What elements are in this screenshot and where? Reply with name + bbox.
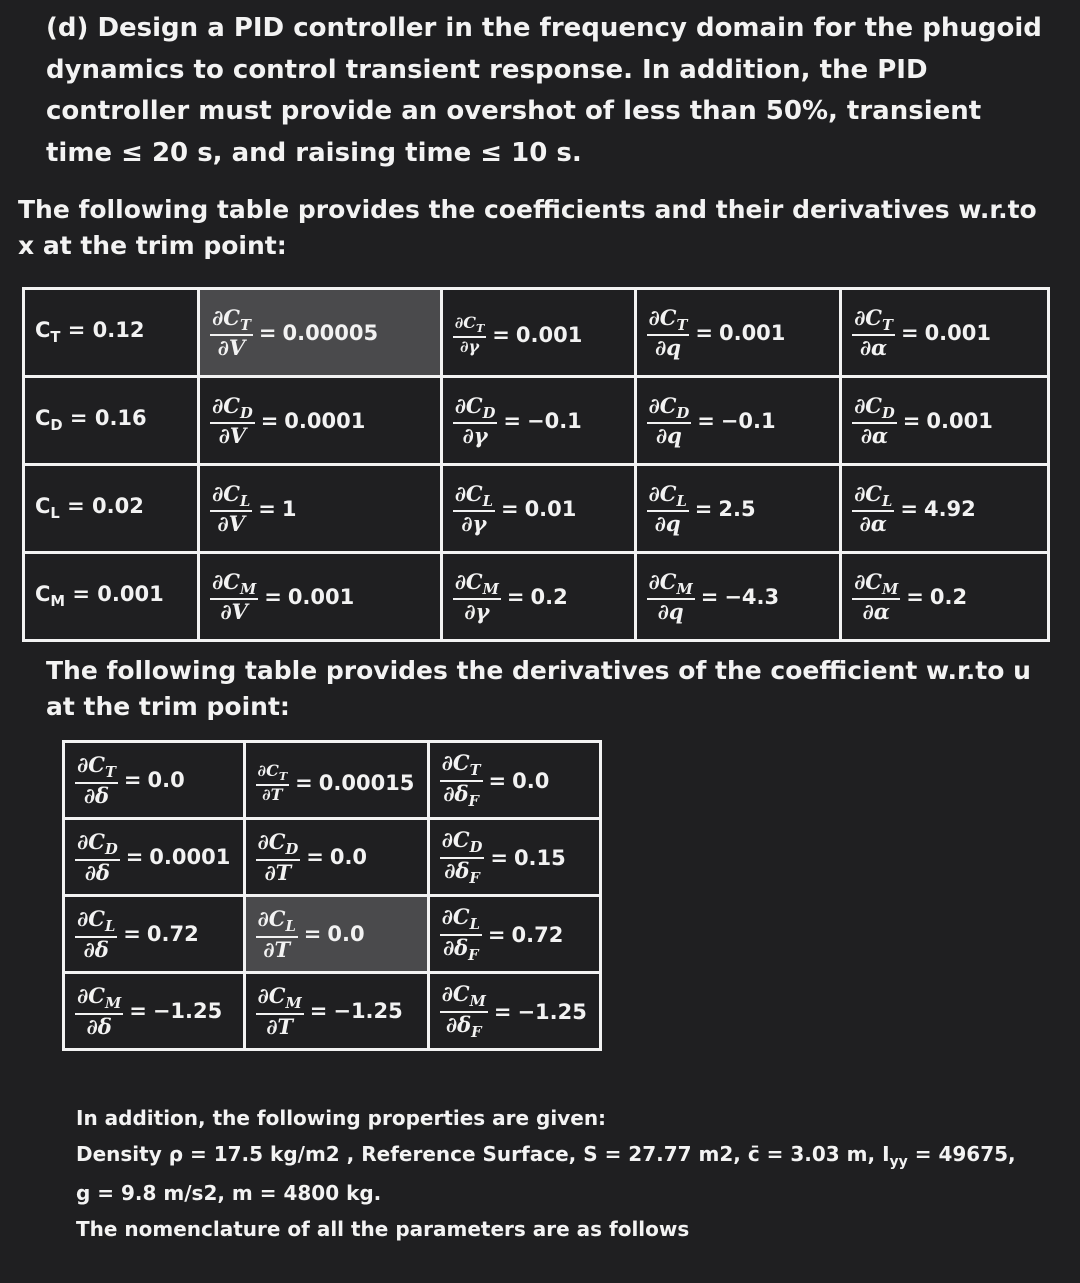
derivative-numerator: $\partial C_D$ xyxy=(852,395,897,425)
derivative-denominator: $\partial\delta_F$ xyxy=(443,780,479,810)
derivative-denominator: ∂γ xyxy=(461,511,487,537)
partial-derivative xyxy=(647,392,692,449)
derivative-numerator: $\partial C_M$ xyxy=(852,571,900,601)
derivative-value: 0.001 xyxy=(287,584,355,609)
table-cell xyxy=(199,289,442,377)
equals-sign: = xyxy=(695,320,713,345)
partial-derivative xyxy=(256,760,290,804)
derivative-numerator: $\partial C_T$ xyxy=(210,307,253,337)
derivative-numerator: $\partial C_D$ xyxy=(453,395,498,425)
table-cell xyxy=(441,377,635,465)
partial-derivative xyxy=(440,903,482,964)
derivative-value: −1.25 xyxy=(517,999,587,1024)
derivative-value: 0.001 xyxy=(718,320,786,345)
coefficients-table xyxy=(22,287,1050,642)
equals-sign: = xyxy=(506,584,525,609)
derivative-value: 0.00005 xyxy=(282,320,379,345)
partial-derivative xyxy=(210,304,253,361)
derivative-denominator: ∂δ xyxy=(83,782,110,808)
equals-sign: = xyxy=(258,496,276,521)
table-row xyxy=(24,289,1049,377)
derivative-numerator: $\partial C_T$ xyxy=(256,763,290,786)
table-row xyxy=(64,742,601,819)
partial-derivative xyxy=(852,568,900,625)
derivative-denominator: ∂V xyxy=(218,423,247,449)
derivative-numerator: $\partial C_L$ xyxy=(440,906,482,936)
derivative-numerator: $\partial C_T$ xyxy=(453,315,487,338)
table-cell xyxy=(441,465,635,553)
derivative-numerator: $\partial C_T$ xyxy=(852,307,895,337)
partial-derivative xyxy=(647,304,690,361)
derivative-numerator: $\partial C_L$ xyxy=(256,908,298,938)
equals-sign: = xyxy=(260,408,279,433)
partial-derivative xyxy=(440,826,485,887)
partial-derivative xyxy=(75,754,118,807)
equals-sign: = xyxy=(503,408,521,433)
equals-sign: = xyxy=(500,496,519,521)
equals-sign: = xyxy=(129,999,147,1024)
table-cell xyxy=(244,819,428,896)
derivative-value: 0.001 xyxy=(924,320,991,345)
table-cell xyxy=(635,553,841,641)
derivative-value: 4.92 xyxy=(923,496,976,521)
equals-sign: = xyxy=(488,768,507,793)
equals-sign: = xyxy=(258,320,277,345)
table-cell xyxy=(199,465,442,553)
coefficient-value: $C_D = 0.16$ xyxy=(35,406,147,435)
control-derivatives-table xyxy=(62,740,602,1051)
partial-derivative xyxy=(210,480,252,537)
derivative-denominator: ∂T xyxy=(266,1013,294,1039)
derivative-value: −1.25 xyxy=(152,999,223,1024)
derivative-denominator: ∂V xyxy=(217,335,246,361)
partial-derivative xyxy=(852,304,895,361)
derivative-value: 0.0001 xyxy=(284,408,366,433)
coefficient-value: $C_M = 0.001$ xyxy=(35,582,164,611)
derivative-numerator: $\partial C_T$ xyxy=(440,752,483,782)
equals-sign: = xyxy=(700,584,719,609)
derivative-numerator: $\partial C_L$ xyxy=(75,908,117,938)
derivative-denominator: ∂γ xyxy=(459,337,480,357)
derivative-denominator: ∂δ xyxy=(84,859,110,885)
derivative-denominator: ∂q xyxy=(657,599,684,625)
properties-block xyxy=(76,1100,1066,1247)
derivative-value: −1.25 xyxy=(333,999,403,1024)
coefficient-value: $C_T = 0.12$ xyxy=(35,318,145,347)
equals-sign: = xyxy=(694,496,713,521)
equals-sign: = xyxy=(902,408,921,433)
derivative-value: 0.00015 xyxy=(318,770,415,795)
table-cell xyxy=(64,819,245,896)
partial-derivative xyxy=(453,480,495,537)
derivative-numerator: $\partial C_M$ xyxy=(647,571,695,601)
table-cell xyxy=(428,819,600,896)
derivative-numerator: $\partial C_L$ xyxy=(210,483,252,513)
table-row xyxy=(64,973,601,1050)
table-cell xyxy=(24,553,199,641)
properties-line-2: g = 9.8 m/s2, m = 4800 kg. xyxy=(76,1181,382,1206)
derivative-value: 0.01 xyxy=(524,496,577,521)
partial-derivative xyxy=(75,831,120,884)
derivative-value: 0.72 xyxy=(146,922,199,947)
equals-sign: = xyxy=(492,323,510,348)
table-cell xyxy=(244,742,428,819)
properties-heading: In addition, the following properties are given: xyxy=(76,1106,607,1130)
partial-derivative xyxy=(440,980,488,1041)
derivative-value: 1 xyxy=(281,496,297,521)
derivative-numerator: $\partial C_M$ xyxy=(210,571,258,601)
question-body: Design a PID controller in the frequency domain for the phugoid dynamics to control transient response. In addition, the PID controller must provide an overshot of less than 50%, transient time ≤ 20 s, and raising time ≤ 10 s. xyxy=(46,13,1042,168)
derivative-numerator: $\partial C_D$ xyxy=(440,829,485,859)
partial-derivative xyxy=(440,749,483,810)
derivative-numerator: $\partial C_L$ xyxy=(852,483,894,513)
equals-sign: = xyxy=(264,584,282,609)
table-cell xyxy=(199,377,442,465)
derivative-value: 0.15 xyxy=(513,845,566,870)
table-cell xyxy=(841,553,1049,641)
derivative-numerator: $\partial C_L$ xyxy=(453,483,495,513)
equals-sign: = xyxy=(123,768,142,793)
equals-sign: = xyxy=(906,584,924,609)
table-cell xyxy=(64,742,245,819)
derivative-denominator: ∂V xyxy=(220,599,248,625)
question-label: (d) xyxy=(46,13,89,43)
table-cell xyxy=(428,973,600,1050)
table-cell xyxy=(428,742,600,819)
partial-derivative xyxy=(256,908,298,961)
derivative-value: 0.0001 xyxy=(149,845,231,870)
derivative-denominator: ∂α xyxy=(859,511,887,537)
partial-derivative xyxy=(453,568,501,625)
table-cell xyxy=(24,289,199,377)
equals-sign: = xyxy=(306,845,324,870)
equals-sign: = xyxy=(493,999,512,1024)
table-cell xyxy=(635,465,841,553)
table-cell xyxy=(841,289,1049,377)
partial-derivative xyxy=(852,480,894,537)
table-row xyxy=(24,553,1049,641)
table-row xyxy=(64,896,601,973)
equals-sign: = xyxy=(490,845,508,870)
equals-sign: = xyxy=(125,845,144,870)
derivative-denominator: $\partial\delta_F$ xyxy=(445,1011,482,1041)
table-cell xyxy=(841,377,1049,465)
derivative-numerator: $\partial C_M$ xyxy=(256,985,304,1015)
derivative-value: −4.3 xyxy=(724,584,780,609)
partial-derivative xyxy=(453,315,487,356)
derivative-numerator: $\partial C_L$ xyxy=(647,483,689,513)
partial-derivative xyxy=(210,568,258,625)
table-row xyxy=(64,819,601,896)
equals-sign: = xyxy=(697,408,715,433)
derivative-denominator: ∂γ xyxy=(464,599,490,625)
table-cell xyxy=(441,289,635,377)
derivative-value: 2.5 xyxy=(718,496,756,521)
equals-sign: = xyxy=(900,320,919,345)
derivative-denominator: ∂T xyxy=(263,936,291,962)
properties-line-1: Density ρ = 17.5 kg/m2 , Reference Surface, S = 27.77 m2, c̄ = 3.03 m, $I_{yy} = 49675$, xyxy=(76,1142,1016,1170)
derivative-denominator: ∂δ xyxy=(83,936,109,962)
derivative-denominator: ∂T xyxy=(264,859,292,885)
question-text xyxy=(46,8,1056,174)
table-cell xyxy=(64,896,245,973)
partial-derivative xyxy=(256,985,304,1038)
table-cell xyxy=(24,465,199,553)
derivative-denominator: ∂q xyxy=(655,423,682,449)
derivative-value: 0.72 xyxy=(511,922,564,947)
derivative-value: 0.0 xyxy=(327,922,365,947)
table-cell xyxy=(635,289,841,377)
derivative-value: 0.0 xyxy=(147,768,185,793)
derivative-denominator: $\partial\delta_F$ xyxy=(442,934,479,964)
partial-derivative xyxy=(647,568,695,625)
table-cell xyxy=(635,377,841,465)
partial-derivative xyxy=(647,480,689,537)
partial-derivative xyxy=(256,831,301,884)
derivative-value: 0.2 xyxy=(530,584,568,609)
properties-line-3: The nomenclature of all the parameters are as follows xyxy=(76,1217,690,1242)
table-cell xyxy=(441,553,635,641)
table-cell xyxy=(199,553,442,641)
table-row xyxy=(24,465,1049,553)
table-cell xyxy=(24,377,199,465)
derivative-value: 0.001 xyxy=(515,323,583,348)
table-cell xyxy=(428,896,600,973)
derivative-denominator: ∂q xyxy=(654,511,681,537)
derivative-value: −0.1 xyxy=(526,408,582,433)
derivative-denominator: ∂γ xyxy=(462,423,488,449)
equals-sign: = xyxy=(309,999,328,1024)
derivative-numerator: $\partial C_T$ xyxy=(75,754,118,784)
partial-derivative xyxy=(75,908,117,961)
derivative-numerator: $\partial C_D$ xyxy=(75,831,120,861)
partial-derivative xyxy=(210,392,255,449)
derivative-denominator: ∂δ xyxy=(86,1013,112,1039)
derivative-numerator: $\partial C_M$ xyxy=(440,983,488,1013)
derivative-numerator: $\partial C_M$ xyxy=(75,985,123,1015)
table-row xyxy=(24,377,1049,465)
partial-derivative xyxy=(852,392,897,449)
derivative-denominator: ∂α xyxy=(860,423,889,449)
derivative-denominator: ∂α xyxy=(859,335,888,361)
derivative-denominator: ∂q xyxy=(654,335,681,361)
derivative-value: −0.1 xyxy=(720,408,776,433)
coefficient-value: $C_L = 0.02$ xyxy=(35,494,144,523)
table-cell xyxy=(841,465,1049,553)
derivative-numerator: $\partial C_D$ xyxy=(647,395,692,425)
derivative-denominator: ∂V xyxy=(217,511,245,537)
derivative-denominator: $\partial\delta_F$ xyxy=(444,857,480,887)
equals-sign: = xyxy=(487,922,506,947)
equals-sign: = xyxy=(303,922,322,947)
partial-derivative xyxy=(453,392,498,449)
derivative-value: 0.001 xyxy=(926,408,993,433)
derivative-numerator: $\partial C_T$ xyxy=(647,307,690,337)
partial-derivative xyxy=(75,985,123,1038)
table-cell xyxy=(244,973,428,1050)
derivative-value: 0.2 xyxy=(929,584,968,609)
derivative-value: 0.0 xyxy=(512,768,550,793)
table1-intro: The following table provides the coefficients and their derivatives w.r.to x at the trim point: xyxy=(18,195,1037,261)
derivative-numerator: $\partial C_M$ xyxy=(453,571,501,601)
derivative-numerator: $\partial C_D$ xyxy=(210,395,255,425)
derivative-denominator: ∂T xyxy=(262,784,283,804)
equals-sign: = xyxy=(123,922,141,947)
derivative-numerator: $\partial C_D$ xyxy=(256,831,301,861)
table-cell xyxy=(64,973,245,1050)
equals-sign: = xyxy=(295,770,313,795)
equals-sign: = xyxy=(900,496,918,521)
table2-intro: The following table provides the derivatives of the coefficient w.r.to u at the trim point: xyxy=(46,656,1031,722)
table-cell xyxy=(244,896,428,973)
derivative-value: 0.0 xyxy=(329,845,368,870)
derivative-denominator: ∂α xyxy=(862,599,890,625)
